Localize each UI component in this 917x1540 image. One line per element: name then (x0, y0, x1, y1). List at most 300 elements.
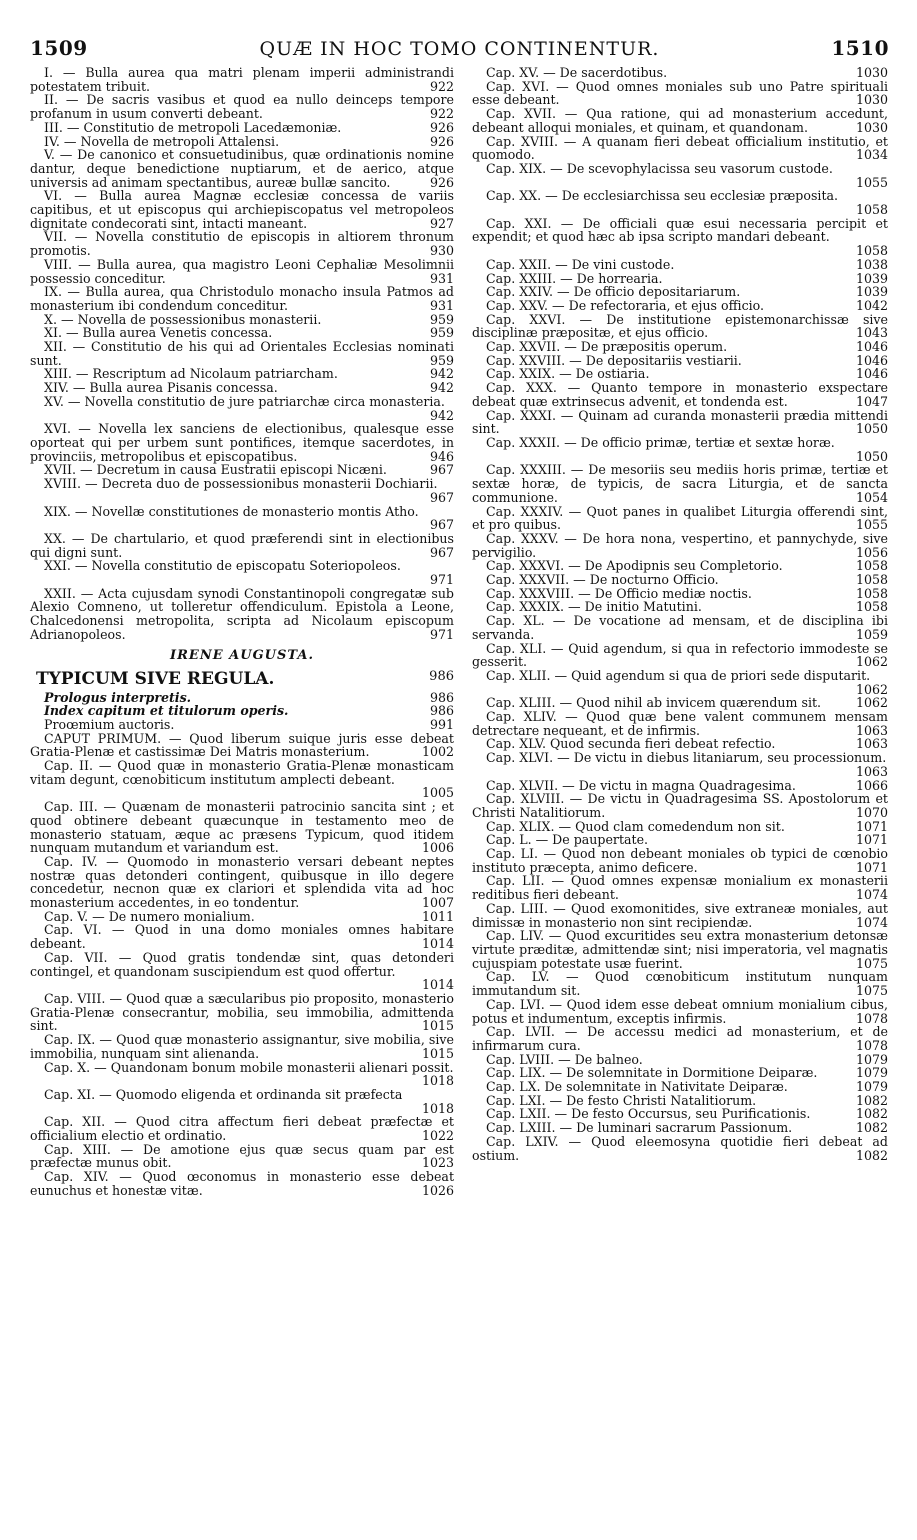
toc-entry (472, 80, 888, 107)
toc-entry-text: Cap. XXXVI. — De Apodipnis seu Completorio. (486, 558, 783, 574)
page-ref-wrap (822, 546, 888, 560)
toc-entry-page: 1082 (836, 1149, 888, 1163)
page-ref-wrap (388, 1129, 454, 1143)
toc-entry (472, 1066, 888, 1080)
toc-entry (472, 217, 888, 258)
toc-entry-text: XVII. — Decretum in causa Eustratii episcopi Nicæni. (44, 462, 387, 478)
page-ref-wrap (396, 518, 454, 532)
toc-entry-text: Proœmium auctoris. (44, 716, 175, 732)
page-ref-wrap (822, 600, 888, 614)
toc-entry (30, 992, 454, 1033)
page-ref-wrap (822, 258, 888, 272)
toc-entry-text: Cap. XX. — De ecclesiarchissa seu ecclesiæ præposita. (486, 188, 839, 204)
toc-entry-page: 946 (410, 450, 454, 464)
right-column (472, 66, 888, 1162)
toc-entry (30, 1033, 454, 1060)
toc-entry-page: 1042 (836, 299, 888, 313)
toc-entry-text: Cap. VI. — Quod in una domo moniales omnes habitare debeant. (30, 922, 454, 952)
toc-entry-text: Prologus interpretis. (44, 689, 192, 705)
page-ref-wrap (822, 779, 888, 793)
toc-entry-page: 971 (410, 628, 454, 642)
toc-entry (30, 505, 454, 532)
toc-entry-page: 930 (410, 244, 454, 258)
page-ref-wrap (822, 655, 888, 669)
toc-entry-text: Cap. XLII. — Quid agendum si qua de priori sede disputarit. (486, 667, 871, 683)
page-ref-wrap (396, 409, 454, 423)
toc-entry-text: IV. — Novella de metropoli Attalensi. (44, 133, 280, 149)
toc-entry-page: 1075 (836, 984, 888, 998)
toc-entry-text: Cap. XLVII. — De victu in magna Quadragesima. (486, 777, 796, 793)
page-ref-wrap (822, 1149, 888, 1163)
toc-entry-text: Cap. XIV. — Quod œconomus in monasterio esse debeat eunuchus et honestæ vitæ. (30, 1169, 454, 1198)
toc-entry-text: IX. — Bulla aurea, qua Christodulo monacho insula Patmos ad monasterium ibi condendum conceditur. (30, 284, 454, 313)
toc-entry (30, 285, 454, 312)
toc-entry-page: 1070 (836, 806, 888, 820)
toc-entry (472, 820, 888, 834)
page-ref-wrap (396, 704, 454, 718)
toc-entry-text: Cap. LXIV. — Quod eleemosyna quotidie fieri debeat ad ostium. (472, 1133, 888, 1163)
page-ref-wrap (396, 135, 454, 149)
toc-entry-page: 1046 (836, 354, 888, 368)
toc-entry-text: XIX. — Novellæ constitutiones de monasterio montis Atho. (44, 503, 419, 519)
toc-entry-text: Cap. XXXVII. — De nocturno Officio. (486, 572, 719, 588)
toc-entry (30, 855, 454, 910)
toc-entry-text: Cap. XXVI. — De institutione epistemonarchissæ sive disciplinæ præpositæ, et ejus officio. (472, 311, 888, 341)
toc-entry-text: Cap. LXI. — De festo Christi Natalitiorum. (486, 1092, 757, 1108)
toc-entry-text: Cap. XXIX. — De ostiaria. (486, 366, 650, 382)
toc-entry (472, 792, 888, 819)
toc-entry-page: 1082 (836, 1094, 888, 1108)
toc-entry-text: Cap. LVIII. — De balneo. (486, 1051, 643, 1067)
toc-entry-page: 1034 (836, 148, 888, 162)
toc-entry (30, 532, 454, 559)
toc-entry-text: Cap. XXX. — Quanto tempore in monasterio exspectare debeat quæ extrinsecus advenit, et tondenda est. (472, 380, 888, 409)
toc-entry (472, 929, 888, 970)
toc-entry (30, 951, 454, 992)
page-ref-wrap (822, 573, 888, 587)
toc-entry-text: Cap. LVII. — De accessu medici ad monasterium, et de infirmarum cura. (472, 1024, 888, 1053)
page-ref-wrap (822, 299, 888, 313)
page-ref-wrap (822, 244, 888, 258)
toc-entry-page: 931 (410, 299, 454, 313)
toc-entry (472, 1135, 888, 1162)
page-ref-wrap (396, 272, 454, 286)
page-ref-wrap (822, 93, 888, 107)
page-ref-wrap (822, 1107, 888, 1121)
toc-entry-page: 959 (410, 326, 454, 340)
toc-entry-page: 1058 (836, 573, 888, 587)
toc-entry-text: Cap. X. — Quandonam bonum mobile monasterii alienari possit. (44, 1059, 454, 1075)
toc-entry (472, 751, 888, 778)
toc-entry (30, 477, 454, 504)
toc-entry-page: 1066 (836, 779, 888, 793)
typicum-page: 986 (429, 668, 454, 684)
page-ref-wrap (822, 587, 888, 601)
toc-entry-page: 1022 (402, 1129, 454, 1143)
page-ref-wrap (822, 628, 888, 642)
toc-entry-page: 967 (410, 546, 454, 560)
toc-entry (472, 902, 888, 929)
toc-entry-text: CAPUT PRIMUM. — Quod liberum suique juris esse debeat Gratia-Plenæ et castissimæ Dei Matris monasterium. (30, 730, 454, 760)
page-ref-wrap (822, 395, 888, 409)
page-ref-wrap (396, 326, 454, 340)
toc-entry (472, 847, 888, 874)
toc-entry-page: 959 (410, 313, 454, 327)
toc-entry (30, 559, 454, 586)
toc-entry (472, 66, 888, 80)
toc-entry (30, 66, 454, 93)
toc-entry (472, 779, 888, 793)
toc-entry-page: 991 (410, 718, 454, 732)
toc-entry (472, 299, 888, 313)
toc-entry (472, 600, 888, 614)
page-ref-wrap (396, 313, 454, 327)
toc-entry-page: 1038 (836, 258, 888, 272)
page-ref-wrap (822, 957, 888, 971)
toc-entry (472, 367, 888, 381)
toc-entry-text: I. — Bulla aurea qua matri plenam imperii administrandi potestatem tribuit. (30, 65, 454, 94)
page-ref-wrap (822, 1121, 888, 1135)
toc-entry-text: Cap. LIX. — De solemnitate in Dormitione Deiparæ. (486, 1065, 818, 1081)
page-ref-wrap (822, 422, 888, 436)
page-ref-wrap (822, 1039, 888, 1053)
page-ref-wrap (822, 326, 888, 340)
toc-entry-page: 1014 (402, 978, 454, 992)
toc-entry-page: 1007 (402, 896, 454, 910)
toc-entry-page: 986 (410, 704, 454, 718)
toc-entry-page: 1082 (836, 1107, 888, 1121)
toc-entry-text: XVI. — Novella lex sanciens de electionibus, qualesque esse oporteat qui per urbem sunt pontifices, itemque sacerdotes, in provinciis, metropolibus et episcopatibus. (30, 421, 454, 464)
toc-entry (30, 587, 454, 642)
toc-entry-text: Cap. XI. — Quomodo eligenda et ordinanda sit præfecta (44, 1086, 403, 1102)
toc-entry (30, 121, 454, 135)
page-ref-wrap (396, 573, 454, 587)
page-ref-wrap (388, 910, 454, 924)
toc-entry-page: 1062 (836, 655, 888, 669)
section-heading-irene: IRENE AUGUSTA. (170, 647, 314, 663)
toc-entry-text: XIII. — Rescriptum ad Nicolaum patriarcham. (44, 366, 338, 382)
toc-entry-text: Cap. XXVIII. — De depositariis vestiarii. (486, 352, 742, 368)
left-column (30, 66, 454, 1198)
toc-entry-page: 1011 (402, 910, 454, 924)
page-ref-wrap (822, 1012, 888, 1026)
toc-entry (472, 669, 888, 696)
toc-entry-page: 1062 (836, 696, 888, 710)
toc-entry-text: Cap. III. — Quænam de monasterii patrocinio sancita sint ; et quod obtinere debeant quæcunque in testamento meo de monasterio statuam, æque ac præsens Typicum, quod itidem nunquam mutandum et variandum est. (30, 799, 454, 856)
page-ref-wrap (822, 861, 888, 875)
toc-entry (472, 272, 888, 286)
toc-entry-text: Cap. XXVII. — De præpositis operum. (486, 339, 728, 355)
toc-entry-page: 1078 (836, 1039, 888, 1053)
toc-entry-text: XVIII. — Decreta duo de possessionibus monasterii Dochiarii. (44, 476, 438, 492)
toc-entry-page: 1030 (836, 121, 888, 135)
page-ref-wrap (396, 299, 454, 313)
toc-entry (472, 463, 888, 504)
toc-entry (30, 340, 454, 367)
toc-entry-page: 1058 (836, 244, 888, 258)
page-ref-wrap (396, 546, 454, 560)
toc-entry-page: 926 (410, 176, 454, 190)
toc-entry-page: 1071 (836, 820, 888, 834)
toc-entry-page: 971 (410, 573, 454, 587)
toc-entry-text: Cap. XXXI. — Quinam ad curanda monasterii prædia mittendi sint. (472, 407, 888, 437)
toc-entry-text: Cap. XLV. Quod secunda fieri debeat refectio. (486, 736, 776, 752)
toc-entry-text: Cap. LII. — Quod omnes expensæ monialium ex monasterii reditibus fieri debeant. (472, 873, 888, 903)
page-ref-wrap (822, 765, 888, 779)
toc-entry-page: 1015 (402, 1019, 454, 1033)
toc-entry-text: VII. — Novella constitutio de episcopis in altiorem thronum promotis. (30, 229, 454, 259)
toc-entry (30, 326, 454, 340)
toc-entry-text: Cap. XXXV. — De hora nona, vespertino, et pannychyde, sive pervigilio. (472, 530, 888, 560)
page-ref-wrap (396, 217, 454, 231)
toc-entry-text: III. — Constitutio de metropoli Lacedæmoniæ. (44, 119, 342, 135)
toc-entry-text: Cap. LVI. — Quod idem esse debeat omnium monialium cibus, potus et indumentum, exceptis infirmis. (472, 996, 888, 1026)
page-ref-wrap (396, 244, 454, 258)
running-header (30, 36, 889, 62)
toc-entry-page: 1071 (836, 833, 888, 847)
toc-entry-text: V. — De canonico et consuetudinibus, quæ ordinationis nomine dantur, deque benedictione nuptiarum, et de aerico, atque universis ad animam spectantibus, aureæ bullæ sancito. (30, 147, 454, 190)
page-ref-wrap (822, 285, 888, 299)
page-ref-wrap (822, 737, 888, 751)
toc-entry (30, 422, 454, 463)
page-ref-wrap (388, 1019, 454, 1033)
toc-entry-page: 1071 (836, 861, 888, 875)
toc-entry-text: VIII. — Bulla aurea, qua magistro Leoni Cephaliæ Mesolimnii possessio conceditur. (30, 256, 454, 286)
toc-entry-text: Cap. XV. — De sacerdotibus. (486, 65, 668, 80)
toc-entry-page: 986 (410, 691, 454, 705)
toc-entry (472, 285, 888, 299)
page-ref-wrap (396, 107, 454, 121)
toc-entry-page: 1058 (836, 587, 888, 601)
toc-entry-page: 1063 (836, 724, 888, 738)
page-ref-wrap (396, 176, 454, 190)
toc-entry-page: 1039 (836, 272, 888, 286)
toc-entry-text: Cap. XLI. — Quid agendum, si qua in refectorio immodeste se gesserit. (472, 640, 888, 670)
page-ref-wrap (822, 121, 888, 135)
toc-entry-text: XX. — De chartulario, et quod præferendi sint in electionibus qui digni sunt. (30, 530, 454, 560)
toc-entry-page: 1054 (836, 491, 888, 505)
toc-entry-page: 931 (410, 272, 454, 286)
toc-entry-text: Cap. L. — De paupertate. (486, 832, 649, 848)
toc-entry-page: 926 (410, 121, 454, 135)
toc-entry-text: Cap. IV. — Quomodo in monasterio versari debeant neptes nostræ quas detonderi contingent, quibusque in illo degere concedetur, necnon quæ ex clariori et splendida vita ad hoc monasterium accedentes, in eo tondentur. (30, 853, 454, 911)
toc-entry-text: Cap. XII. — Quod citra affectum fieri debeat præfectæ et officialium electio et ordinatio. (30, 1114, 454, 1144)
toc-entry-page: 1058 (836, 559, 888, 573)
page-ref-wrap (396, 628, 454, 642)
toc-entry (472, 107, 888, 134)
toc-entry-page: 927 (410, 217, 454, 231)
page-ref-wrap (388, 1074, 454, 1088)
page-ref-wrap (822, 559, 888, 573)
toc-entry (30, 148, 454, 189)
page-ref-wrap (822, 148, 888, 162)
toc-entry-text: VI. — Bulla aurea Magnæ ecclesiæ concessa de variis capitibus, et ut episcopus qui archiepiscopatus vel metropoleos dignitate condecorati sint, intacti maneant. (30, 188, 454, 231)
toc-entry (472, 1080, 888, 1094)
toc-entry (472, 737, 888, 751)
toc-entry (472, 710, 888, 737)
page-ref-wrap (822, 833, 888, 847)
toc-entry (472, 587, 888, 601)
page-ref-wrap (822, 984, 888, 998)
toc-entry-page: 1074 (836, 916, 888, 930)
page-ref-wrap (388, 1184, 454, 1198)
page-ref-wrap (822, 1066, 888, 1080)
toc-entry-page: 1056 (836, 546, 888, 560)
page-ref-wrap (388, 1047, 454, 1061)
page-ref-wrap (822, 820, 888, 834)
toc-entry-text: Cap. VII. — Quod gratis tondendæ sint, quas detonderi contingel, et quandonam suscipiendum est quod offertur. (30, 949, 454, 979)
toc-entry-page: 1079 (836, 1053, 888, 1067)
toc-entry-text: Cap. V. — De numero monialium. (44, 908, 255, 924)
toc-entry-page: 1079 (836, 1080, 888, 1094)
page-ref-wrap (396, 354, 454, 368)
toc-entry-page: 1047 (836, 395, 888, 409)
toc-entry (30, 1088, 454, 1115)
toc-entry-page: 1082 (836, 1121, 888, 1135)
toc-entry (472, 1107, 888, 1121)
toc-entry (30, 910, 454, 924)
toc-entry-text: XI. — Bulla aurea Venetis concessa. (44, 325, 273, 341)
toc-entry-text: XII. — Constitutio de his qui ad Orientales Ecclesias nominati sunt. (30, 339, 454, 368)
toc-entry-page: 1059 (836, 628, 888, 642)
toc-entry-text: Cap. XLVIII. — De victu in Quadragesima SS. Apostolorum et Christi Natalitiorum. (472, 791, 888, 820)
toc-entry-text: Cap. XLIII. — Quod nihil ab invicem quærendum sit. (486, 695, 822, 711)
toc-entry-page: 967 (410, 518, 454, 532)
toc-entry-text: Cap. VIII. — Quod quæ a sæcularibus pio proposito, monasterio Gratia-Plenæ consecrantur, mobilia, seu immobilia, admittenda sint. (30, 991, 454, 1034)
toc-entry-page: 1055 (836, 518, 888, 532)
toc-entry-text: Cap. XVI. — Quod omnes moniales sub uno Patre spirituali esse debeant. (472, 78, 888, 108)
toc-entry (472, 189, 888, 216)
toc-entry-page: 922 (410, 107, 454, 121)
toc-entry (30, 1143, 454, 1170)
toc-entry (30, 691, 454, 705)
toc-entry (30, 313, 454, 327)
toc-entry (472, 258, 888, 272)
toc-entry (30, 463, 454, 477)
right-entries (472, 66, 888, 1162)
toc-entry-text: Cap. XVII. — Qua ratione, qui ad monasterium accedunt, debeant alloqui moniales, et quinam, et quandonam. (472, 106, 888, 135)
toc-entry (30, 732, 454, 759)
toc-entry (472, 1053, 888, 1067)
toc-entry-page: 1018 (402, 1102, 454, 1116)
toc-entry (472, 313, 888, 340)
toc-entry (472, 1121, 888, 1135)
page-ref-wrap (822, 272, 888, 286)
toc-entry-text: X. — Novella de possessionibus monasterii. (44, 311, 322, 327)
page-ref-wrap (388, 745, 454, 759)
toc-entry-text: Cap. XXV. — De refectoraria, et ejus officio. (486, 297, 765, 313)
page-ref-wrap (396, 121, 454, 135)
toc-entry (472, 505, 888, 532)
page-ref-wrap (396, 367, 454, 381)
toc-entry-page: 926 (410, 135, 454, 149)
page-ref-wrap (822, 367, 888, 381)
toc-entry-text: XXI. — Novella constitutio de episcopatu Soteriopoleos. (44, 558, 401, 574)
toc-entry-text: Cap. XXXIX. — De initio Matutini. (486, 599, 702, 615)
toc-entry (30, 1115, 454, 1142)
toc-entry-text: Cap. XXXVIII. — De Officio mediæ noctis. (486, 585, 752, 601)
page-ref-wrap (388, 896, 454, 910)
toc-entry (30, 367, 454, 381)
toc-entry-page: 1014 (402, 937, 454, 951)
page-ref-wrap (396, 718, 454, 732)
toc-entry-text: Cap. XIII. — De amotione ejus quæ secus quam par est præfectæ munus obit. (30, 1141, 454, 1171)
toc-entry-page: 1043 (836, 326, 888, 340)
toc-entry-page: 1023 (402, 1156, 454, 1170)
toc-entry (472, 642, 888, 669)
toc-entry-page: 1046 (836, 340, 888, 354)
typicum-heading (36, 669, 454, 689)
toc-entry-text: Cap. XXXII. — De officio primæ, tertiæ et sextæ horæ. (486, 434, 835, 450)
toc-entry-text: Cap. II. — Quod quæ in monasterio Gratia-Plenæ monasticam vitam degunt, cœnobiticum institutum amplecti debeant. (30, 758, 454, 787)
toc-entry-page: 1006 (402, 841, 454, 855)
page-number-left: 1509 (30, 36, 88, 60)
toc-entry (472, 970, 888, 997)
page-ref-wrap (822, 354, 888, 368)
toc-entry (472, 135, 888, 162)
page-ref-wrap (388, 937, 454, 951)
toc-entry-page: 1058 (836, 600, 888, 614)
toc-entry-text: Cap. XLIV. — Quod quæ bene valent communem mensam detrectare nequeant, et de infirmis. (472, 709, 888, 738)
toc-entry-text: Cap. XLIX. — Quod clam comedendum non sit. (486, 818, 785, 834)
toc-entry (472, 340, 888, 354)
toc-entry (30, 759, 454, 800)
toc-entry-text: Cap. XLVI. — De victu in diebus litaniarum, seu processionum. (486, 750, 887, 766)
toc-entry (472, 573, 888, 587)
toc-entry-page: 1005 (402, 786, 454, 800)
page-number-right: 1510 (831, 36, 889, 60)
toc-entry-page: 1046 (836, 367, 888, 381)
page-ref-wrap (396, 381, 454, 395)
toc-entry-page: 1018 (402, 1074, 454, 1088)
toc-entry-text: II. — De sacris vasibus et quod ea nullo deinceps tempore profanum in usum converti debeant. (30, 92, 454, 122)
toc-entry (472, 874, 888, 901)
toc-entry-page: 1074 (836, 888, 888, 902)
toc-entry-page: 1039 (836, 285, 888, 299)
page-ref-wrap (388, 786, 454, 800)
typicum-items (30, 691, 454, 732)
toc-entry-text: Cap. LIV. — Quod excuritides seu extra monasterium detonsæ virtute præditæ, admittendæ sint; nisi imperatoria, vel magnatis cujuspiam potestate usæ fuerint. (472, 928, 888, 971)
toc-entry (472, 532, 888, 559)
toc-entry-page: 1030 (836, 66, 888, 80)
toc-entry (472, 436, 888, 463)
toc-entry (30, 189, 454, 230)
toc-entry (30, 135, 454, 149)
page-ref-wrap (822, 806, 888, 820)
toc-entry-text: Cap. XXI. — De officiali quæ esui necessaria percipit et expendit; et quod hæc ab ipsa scripto mandari debeant. (472, 215, 888, 245)
page-ref-wrap (822, 1053, 888, 1067)
toc-entry-page: 967 (410, 491, 454, 505)
toc-entry-text: Cap. LX. De solemnitate in Nativitate Deiparæ. (486, 1079, 788, 1095)
toc-entry-page: 1062 (836, 683, 888, 697)
toc-entry (30, 704, 454, 718)
page-ref-wrap (822, 1094, 888, 1108)
toc-entry (472, 381, 888, 408)
toc-entry-text: XXII. — Acta cujusdam synodi Constantinopoli congregatæ sub Alexio Comneno, ut tolleretur offendiculum. Epistola a Leone, Chalcedonensi metropolita, scripta ad Nicolaum episcopum Adrianopoleos. (30, 585, 454, 642)
page-ref-wrap (822, 66, 888, 80)
toc-entry (30, 395, 454, 422)
page-ref-wrap (822, 683, 888, 697)
toc-entry-page: 1075 (836, 957, 888, 971)
page-ref-wrap (388, 978, 454, 992)
toc-entry (30, 258, 454, 285)
toc-entry (30, 800, 454, 855)
toc-entry-page: 1050 (836, 422, 888, 436)
page-ref-wrap (396, 491, 454, 505)
page-ref-wrap (388, 1156, 454, 1170)
toc-entry-text: XIV. — Bulla aurea Pisanis concessa. (44, 380, 278, 396)
toc-entry-text: Cap. XXXIV. — Quot panes in qualibet Liturgia offerendi sint, et pro quibus. (472, 503, 888, 533)
